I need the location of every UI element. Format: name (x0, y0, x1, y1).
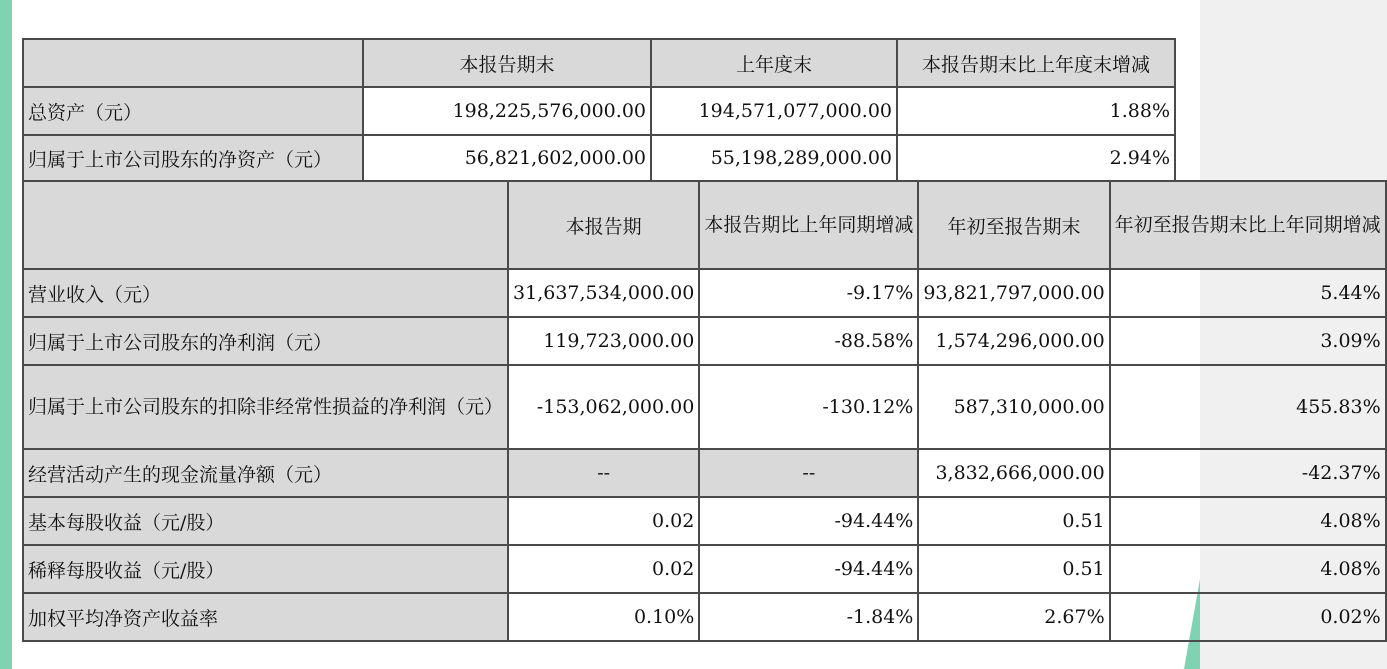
table-row (23, 545, 1386, 593)
table-row (23, 593, 1386, 641)
cell-value: 3.09% (1110, 317, 1386, 365)
header-change: 本报告期末比上年度末增减 (897, 39, 1175, 87)
cell-value: 0.51 (918, 497, 1109, 545)
header-prior-year-end: 上年度末 (651, 39, 897, 87)
cell-value: 0.02 (508, 545, 699, 593)
balance-sheet-table (22, 38, 1176, 182)
cell-value: -94.44% (699, 497, 918, 545)
cell-value: -- (699, 449, 918, 497)
cell-value: 4.08% (1110, 497, 1386, 545)
row-label: 总资产（元） (23, 87, 363, 135)
cell-value: -153,062,000.00 (508, 365, 699, 449)
header-blank-cell (23, 39, 363, 87)
table-row (23, 449, 1386, 497)
cell-value: 119,723,000.00 (508, 317, 699, 365)
table-header-row (23, 39, 1175, 87)
cell-value: 0.10% (508, 593, 699, 641)
header-blank-cell (23, 181, 508, 269)
table-row (23, 365, 1386, 449)
row-label: 归属于上市公司股东的扣除非经常性损益的净利润（元） (23, 365, 508, 449)
table-row (23, 497, 1386, 545)
header-ytd: 年初至报告期末 (918, 181, 1109, 269)
cell-value: 5.44% (1110, 269, 1386, 317)
row-label: 基本每股收益（元/股） (23, 497, 508, 545)
header-period-end: 本报告期末 (363, 39, 651, 87)
table-header-row (23, 181, 1386, 269)
cell-value: -130.12% (699, 365, 918, 449)
cell-value: 56,821,602,000.00 (363, 135, 651, 181)
cell-value: 4.08% (1110, 545, 1386, 593)
row-label: 归属于上市公司股东的净资产（元） (23, 135, 363, 181)
cell-value: 587,310,000.00 (918, 365, 1109, 449)
cell-value: 3,832,666,000.00 (918, 449, 1109, 497)
row-label: 归属于上市公司股东的净利润（元） (23, 317, 508, 365)
cell-value: 1,574,296,000.00 (918, 317, 1109, 365)
cell-value: 194,571,077,000.00 (651, 87, 897, 135)
header-ytd-yoy-change: 年初至报告期末比上年同期增减 (1110, 181, 1386, 269)
cell-value: -- (508, 449, 699, 497)
cell-value: 93,821,797,000.00 (918, 269, 1109, 317)
cell-value: 55,198,289,000.00 (651, 135, 897, 181)
cell-value: -42.37% (1110, 449, 1386, 497)
cell-value: -9.17% (699, 269, 918, 317)
cell-value: -94.44% (699, 545, 918, 593)
cell-value: 455.83% (1110, 365, 1386, 449)
cell-value: 1.88% (897, 87, 1175, 135)
cell-value: -88.58% (699, 317, 918, 365)
cell-value: 2.67% (918, 593, 1109, 641)
header-current-period: 本报告期 (508, 181, 699, 269)
row-label: 经营活动产生的现金流量净额（元） (23, 449, 508, 497)
cell-value: 0.51 (918, 545, 1109, 593)
row-label: 营业收入（元） (23, 269, 508, 317)
table-row (23, 317, 1386, 365)
table-row (23, 87, 1175, 135)
cell-value: 31,637,534,000.00 (508, 269, 699, 317)
row-label: 加权平均净资产收益率 (23, 593, 508, 641)
header-period-yoy-change: 本报告期比上年同期增减 (699, 181, 918, 269)
cell-value: -1.84% (699, 593, 918, 641)
income-statement-table (22, 180, 1387, 642)
row-label: 稀释每股收益（元/股） (23, 545, 508, 593)
table-row (23, 135, 1175, 181)
table-row (23, 269, 1386, 317)
cell-value: 0.02 (508, 497, 699, 545)
cell-value: 2.94% (897, 135, 1175, 181)
cell-value: 198,225,576,000.00 (363, 87, 651, 135)
cell-value: 0.02% (1110, 593, 1386, 641)
